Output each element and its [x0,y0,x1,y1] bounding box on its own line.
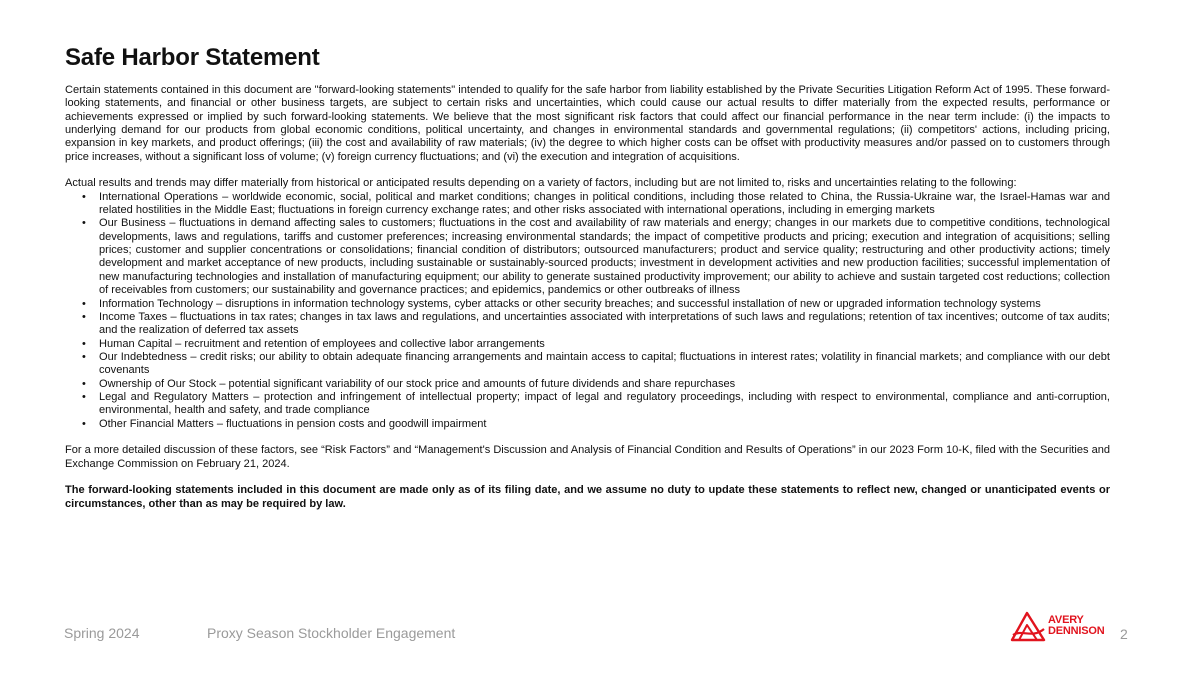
intro-paragraph: Certain statements contained in this document are "forward-looking statements" intended to qualify for the safe harbor from liability established by the Private Securities Litigation Reform Act of 1995. These forward-looking statements, and financial or other business targets, are subject to certain risks and uncertainties, which could cause our actual results to differ materially from the expected results, performance or achievements expressed or implied by such forward-looking statements. We believe that the most significant risk factors that could affect our financial performance in the near term include: (i) the impacts to underlying demand for our products from global economic conditions, political uncertainty, and changes in environmental standards and governmental regulations; (ii) competitors' actions, including pricing, expansion in key markets, and product offerings; (iii) the cost and availability of raw materials; (iv) the degree to which higher costs can be offset with productivity measures and/or passed on to customers through price increases, without a significant loss of volume; (v) foreign currency fluctuations; and (vi) the execution and integration of acquisitions. [65,84,1110,163]
logo-wordmark: AVERY DENNISON [1048,614,1105,637]
list-item: • Human Capital – recruitment and retention of employees and collective labor arrangements [99,338,1110,351]
list-item: • Ownership of Our Stock – potential significant variability of our stock price and amounts of future dividends and share repurchases [99,378,1110,391]
footer-event: Proxy Season Stockholder Engagement [207,625,456,641]
list-item: • Other Financial Matters – fluctuations in pension costs and goodwill impairment [99,418,1110,431]
company-logo [1010,611,1110,643]
page-number: 2 [1120,626,1128,642]
factors-lead: Actual results and trends may differ materially from historical or anticipated results depending on a variety of factors, including but are not limited to, risks and uncertainties relating to the following: [65,177,1017,190]
risk-factor-list [65,191,1110,431]
list-item: • Our Indebtedness – credit risks; our ability to obtain adequate financing arrangements and maintain access to capital; fluctuations in interest rates; volatility in financial markets; and compliance with our debt covenants [99,351,1110,378]
closing-statement: The forward-looking statements included in this document are made only as of its filing date, and we assume no duty to update these statements to reflect new, changed or unanticipated events or circumstances, other than as may be required by law. [65,484,1110,510]
list-item: • Information Technology – disruptions in information technology systems, cyber attacks or other security breaches; and successful installation of new or upgraded information technology systems [99,298,1110,311]
page-title: Safe Harbor Statement [65,44,320,71]
list-item: • Legal and Regulatory Matters – protection and infringement of intellectual property; impact of legal and regulatory proceedings, including with respect to environmental, compliance and anti-corruption, environmental, health and safety, and trade compliance [99,391,1110,418]
footer-season: Spring 2024 [64,625,140,641]
body-content [65,84,1110,511]
avery-dennison-logo-icon [1010,611,1046,643]
discussion-paragraph: For a more detailed discussion of these factors, see “Risk Factors” and “Management's Discussion and Analysis of Financial Condition and Results of Operations” in our 2023 Form 10-K, filed with the Securities and Exchange Commission on February 21, 2024. [65,444,1110,470]
list-item: • Income Taxes – fluctuations in tax rates; changes in tax laws and regulations, and uncertainties associated with interpretations of such laws and regulations; retention of tax incentives; outcome of tax audits; and the realization of deferred tax assets [99,311,1110,338]
list-item: • Our Business – fluctuations in demand affecting sales to customers; fluctuations in the cost and availability of raw materials and energy; changes in our markets due to competitive conditions, technological developments, laws and regulations, tariffs and customer preferences; increasing environmental standards; the impact of competitive products and pricing; execution and integration of acquisitions; selling prices; customer and supplier concentrations or consolidations; financial condition of distributors; outsourced manufacturers; product and service quality; restructuring and other productivity actions; timely development and market acceptance of new products, including sustainable or sustainably-sourced products; investment in development activities and new production facilities; successful implementation of new manufacturing technologies and installation of manufacturing equipment; our ability to generate sustained productivity improvement; our ability to achieve and sustain targeted cost reductions; collection of receivables from customers; our sustainability and governance practices; and epidemics, pandemics or other outbreaks of illness [99,217,1110,297]
list-item: • International Operations – worldwide economic, social, political and market conditions; changes in political conditions, including those related to China, the Russia-Ukraine war, the Israel-Hamas war and related hostilities in the Middle East; fluctuations in foreign currency exchange rates; and other risks associated with international operations, including in emerging markets [99,191,1110,218]
